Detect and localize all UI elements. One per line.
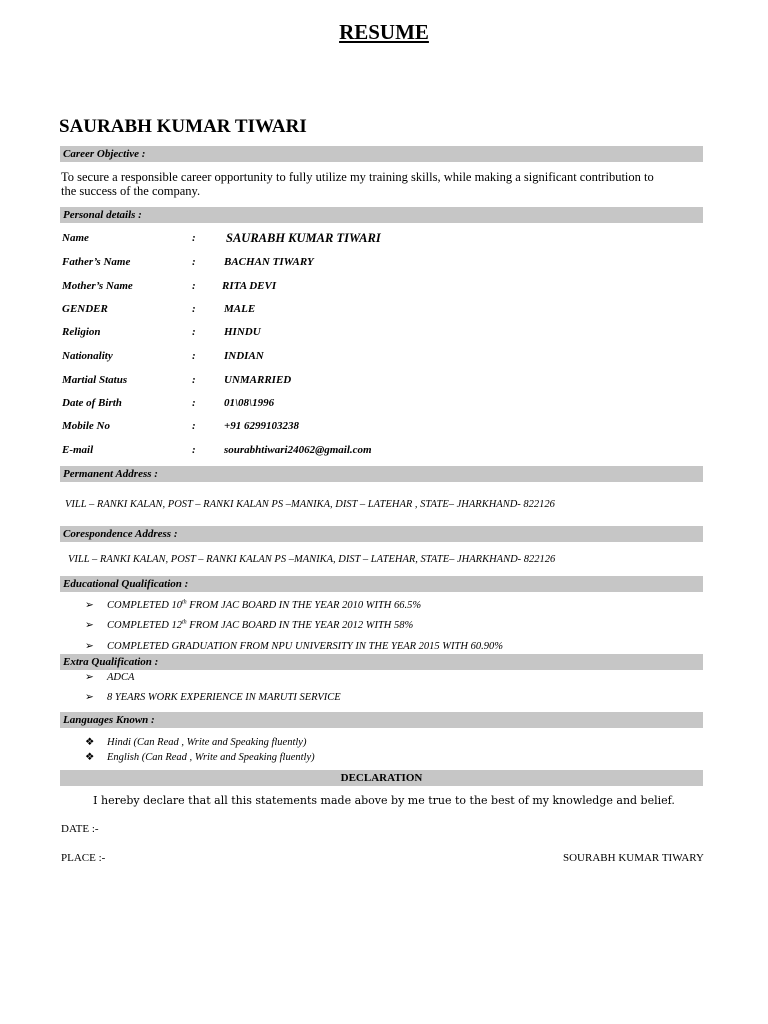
education-item: ➢ COMPLETED GRADUATION FROM NPU UNIVERSITY IN THE YEAR 2015 WITH 60.90% [85, 641, 503, 652]
row-label: Martial Status [62, 374, 128, 386]
row-colon: : [192, 280, 196, 292]
candidate-name: SAURABH KUMAR TIWARI [59, 116, 307, 137]
diamond-bullet-icon: ❖ [85, 737, 95, 748]
language-item: ❖ Hindi (Can Read , Write and Speaking fluently) [85, 737, 307, 748]
extra-item: ➢ 8 YEARS WORK EXPERIENCE IN MARUTI SERVICE [85, 692, 341, 703]
row-value: HINDU [224, 326, 261, 338]
row-value: SAURABH KUMAR TIWARI [226, 231, 381, 245]
row-colon: : [192, 256, 196, 268]
row-value: RITA DEVI [222, 280, 277, 292]
row-value: +91 6299103238 [224, 420, 300, 432]
row-value: UNMARRIED [224, 374, 292, 386]
correspondence-address-text: VILL – RANKI KALAN, POST – RANKI KALAN PS –MANIKA, DIST – LATEHAR, STATE– JHARKHAND- 822126 [68, 554, 556, 565]
education-item: ➢ COMPLETED 12th FROM JAC BOARD IN THE YEAR 2012 WITH 58% [85, 619, 414, 631]
arrow-bullet-icon: ➢ [85, 641, 94, 652]
declaration-text: I hereby declare that all this statements made above by me true to the best of my knowledge and belief. [93, 794, 675, 807]
row-label: Date of Birth [62, 397, 122, 409]
row-colon: : [192, 444, 196, 456]
row-colon: : [192, 350, 196, 362]
permanent-address-heading: Permanent Address : [60, 466, 703, 482]
row-value: BACHAN TIWARY [224, 256, 314, 268]
row-label: Mobile No [62, 420, 110, 432]
row-value: INDIAN [224, 350, 264, 362]
arrow-bullet-icon: ➢ [85, 672, 94, 683]
career-objective-line-2: the success of the company. [61, 184, 201, 198]
diamond-bullet-icon: ❖ [85, 752, 95, 763]
arrow-bullet-icon: ➢ [85, 692, 94, 703]
personal-details-heading: Personal details : [60, 207, 703, 223]
education-item: ➢ COMPLETED 10th FROM JAC BOARD IN THE YEAR 2010 WITH 66.5% [85, 599, 422, 611]
extra-item: ➢ ADCA [85, 672, 135, 683]
languages-heading: Languages Known : [60, 712, 703, 728]
declaration-heading: DECLARATION [60, 770, 703, 786]
signature-name: SOURABH KUMAR TIWARY [563, 852, 704, 864]
place-label: PLACE :- [61, 852, 106, 864]
career-objective-heading: Career Objective : [60, 146, 703, 162]
correspondence-address-heading: Corespondence Address : [60, 526, 703, 542]
row-value: 01\08\1996 [224, 397, 275, 409]
language-item: ❖ English (Can Read , Write and Speaking fluently) [85, 752, 315, 763]
row-label: GENDER [62, 303, 108, 315]
row-label: Father’s Name [62, 256, 131, 268]
row-label: Nationality [62, 350, 113, 362]
education-heading: Educational Qualification : [60, 576, 703, 592]
row-value: sourabhtiwari24062@gmail.com [224, 444, 372, 456]
row-value: MALE [224, 303, 256, 315]
row-colon: : [192, 420, 196, 432]
permanent-address-text: VILL – RANKI KALAN, POST – RANKI KALAN PS –MANIKA, DIST – LATEHAR , STATE– JHARKHAND- 822126 [65, 499, 555, 510]
row-colon: : [192, 326, 196, 338]
row-label: Name [62, 232, 89, 244]
row-colon: : [192, 303, 196, 315]
row-colon: : [192, 397, 196, 409]
resume-title: RESUME [339, 20, 429, 44]
arrow-bullet-icon: ➢ [85, 620, 94, 631]
date-label: DATE :- [61, 823, 99, 835]
extra-qualification-heading: Extra Qualification : [60, 654, 703, 670]
career-objective-line-1: To secure a responsible career opportunity to fully utilize my training skills, while making a significant contribution to [61, 170, 654, 184]
row-colon: : [192, 374, 196, 386]
row-colon: : [192, 232, 196, 244]
row-label: Mother’s Name [62, 280, 133, 292]
arrow-bullet-icon: ➢ [85, 600, 94, 611]
row-label: Religion [62, 326, 101, 338]
row-label: E-mail [62, 444, 94, 456]
